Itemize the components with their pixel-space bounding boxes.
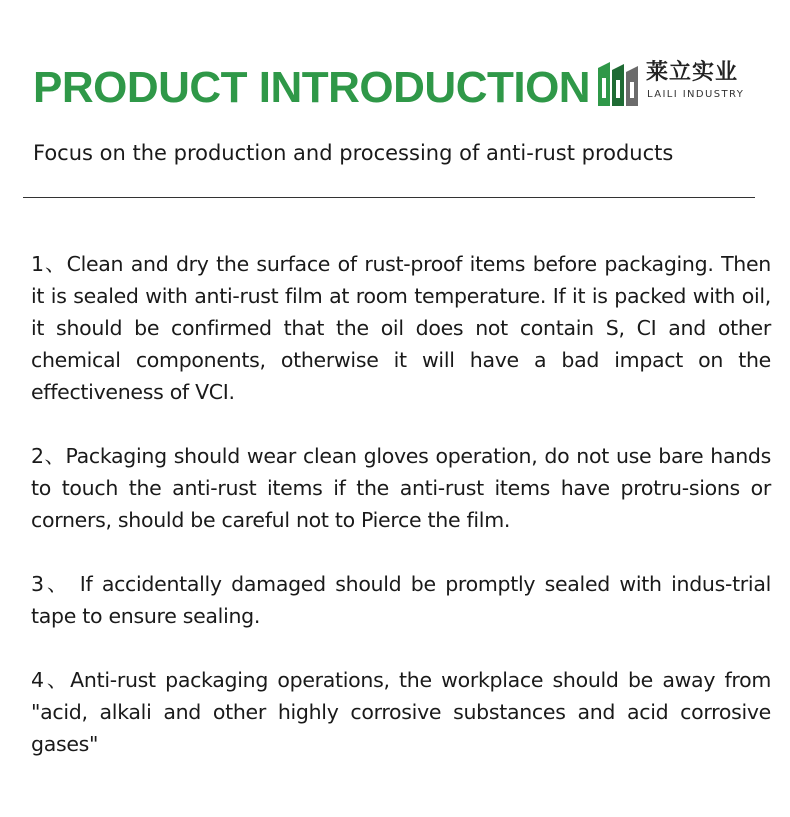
page-subtitle: Focus on the production and processing of anti-rust products: [33, 141, 674, 165]
header: [0, 0, 790, 130]
instruction-item-1: 1、Clean and dry the surface of rust-proof items before packaging. Then it is sealed with anti-rust film at room temperature. If it is packed with oil, it should be confirmed that the oil does not contain S, CI and other chemical components, otherwise it will have a bad impact on the effectiveness of VCI.: [31, 252, 771, 404]
instruction-item-4: 4、Anti-rust packaging operations, the workplace should be away from "acid, alkali and other highly corrosive substances and acid corrosive gases": [31, 668, 771, 756]
divider: [23, 197, 755, 198]
instruction-item-3: 3、 If accidentally damaged should be promptly sealed with indus-trial tape to ensure sealing.: [31, 572, 771, 628]
instruction-item-2: 2、Packaging should wear clean gloves operation, do not use bare hands to touch the anti-rust items if the anti-rust items have protru-sions or corners, should be careful not to Pierce the film.: [31, 444, 771, 532]
company-logo: [598, 58, 768, 108]
logo-chinese-name: 莱立实业: [646, 60, 739, 85]
instructions-list: [31, 248, 771, 792]
page-title: PRODUCT INTRODUCTION: [33, 63, 591, 112]
laili-logo-icon: [598, 60, 640, 108]
logo-english-name: LAILI INDUSTRY: [647, 89, 745, 100]
